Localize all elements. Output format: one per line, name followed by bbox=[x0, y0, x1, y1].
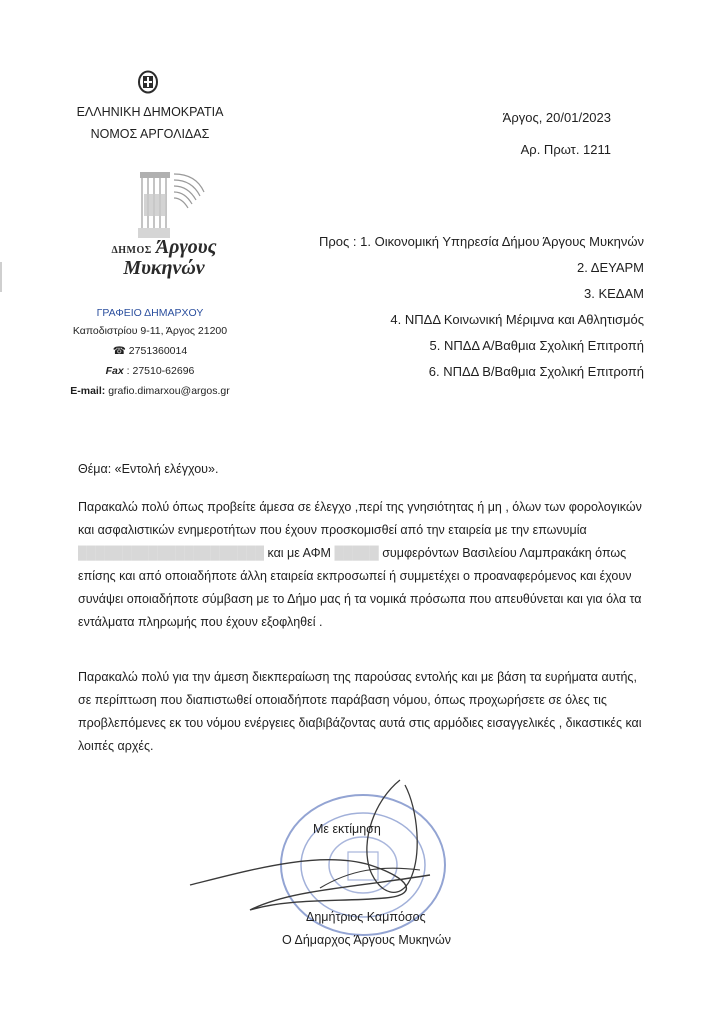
country-name: ΕΛΛΗΝΙΚΗ ΔΗΜΟΚΡΑΤΙΑ bbox=[76, 105, 224, 119]
protocol-number: Αρ. Πρωτ. 1211 bbox=[520, 142, 611, 157]
recipient-1: Προς : 1. Οικονομική Υπηρεσία Δήμου Άργους Μυκηνών bbox=[319, 234, 644, 249]
fax-label: Fax bbox=[105, 365, 124, 377]
signatory-title: Ο Δήμαρχος Άργους Μυκηνών bbox=[282, 933, 452, 947]
subject-line: Θέμα: «Εντολή ελέγχου». bbox=[78, 462, 219, 476]
body-p1-part-c: συμφερόντων Βασιλείου Λαμπρακάκη όπως επίσης και από οποιαδήποτε άλλη εταιρεία εκπροσωπεί ή συμμετέχει ο προαναφερόμενος και έχουν συνάψει οποιαδήποτε σύμβαση με το Δήμο μας ή τα νομικά πρόσωπα που απευθύνεται και για όλα τα εντάλματα πληρωμής που έχουν εξοφληθεί . bbox=[78, 546, 642, 629]
office-phone-line bbox=[60, 343, 240, 360]
recipient-4: 4. ΝΠΔΔ Κοινωνική Μέριμνα και Αθλητισμός bbox=[390, 312, 644, 327]
recipient-2: 2. ΔΕΥΑΡΜ bbox=[577, 260, 644, 275]
office-email: grafio.dimarxou@argos.gr bbox=[108, 385, 230, 397]
prefecture-name: ΝΟΜΟΣ ΑΡΓΟΛΙΔΑΣ bbox=[90, 127, 210, 141]
office-name: ΓΡΑΦΕΙΟ ΔΗΜΑΡΧΟΥ bbox=[96, 307, 204, 319]
body-p2: Παρακαλώ πολύ για την άμεση διεκπεραίωση της παρούσας εντολής και με βάση τα ευρήματα αυτής, σε περίπτωση που διαπιστωθεί οποιαδήποτε παράβαση νόμου, όπως προχωρήσετε σε όλες τις προβλεπόμενες εκ του νόμου ενέργειες διαβιβάζοντας αυτά στις αρμόδιες εισαγγελικές , δικαστικές και λοιπές αρχές. bbox=[78, 670, 642, 753]
body-p1-part-b: και με ΑΦΜ bbox=[267, 546, 331, 560]
recipient-5: 5. ΝΠΔΔ Α/Βαθμια Σχολική Επιτροπή bbox=[429, 338, 644, 353]
office-fax-line bbox=[60, 363, 240, 380]
body-paragraph-1 bbox=[78, 496, 648, 634]
office-email-line bbox=[60, 383, 240, 400]
signatory-name: Δημήτριος Καμπόσος bbox=[306, 910, 426, 924]
body-p1-part-a: Παρακαλώ πολύ όπως προβείτε άμεσα σε έλεγχο ,περί της γνησιότητας ή μη , όλων των φορολογικών και ασφαλιστικών ενημεροτήτων που έχουν προσκομισθεί από την εταιρεία με την επωνυμία bbox=[78, 500, 642, 537]
phone-icon: ☎ bbox=[112, 345, 126, 357]
logo-line-1: Άργους bbox=[155, 236, 217, 258]
redacted-tax-id: █████ bbox=[334, 546, 379, 560]
email-label: E-mail: bbox=[70, 385, 106, 397]
municipality-logo-text bbox=[94, 236, 234, 280]
municipality-logo-icon bbox=[130, 168, 210, 240]
recipient-6: 6. ΝΠΔΔ Β/Βαθμια Σχολική Επιτροπή bbox=[428, 364, 644, 379]
office-phone: 2751360014 bbox=[128, 345, 188, 357]
place-date: Άργος, 20/01/2023 bbox=[502, 110, 611, 125]
greek-crest-icon bbox=[137, 70, 159, 94]
office-fax: : 27510-62696 bbox=[126, 365, 195, 377]
redacted-company-name: █████████████████████ bbox=[78, 546, 264, 560]
office-address: Καποδιστρίου 9-11, Άργος 21200 bbox=[72, 325, 228, 337]
logo-small-word: ΔΗΜΟΣ bbox=[111, 245, 152, 256]
logo-line-2: Μυκηνών bbox=[123, 257, 205, 279]
body-paragraph-2 bbox=[78, 666, 648, 758]
recipient-3: 3. ΚΕΔΑΜ bbox=[584, 286, 644, 301]
page-edge-mark bbox=[0, 262, 2, 292]
signature-closing: Με εκτίμηση bbox=[313, 822, 381, 836]
